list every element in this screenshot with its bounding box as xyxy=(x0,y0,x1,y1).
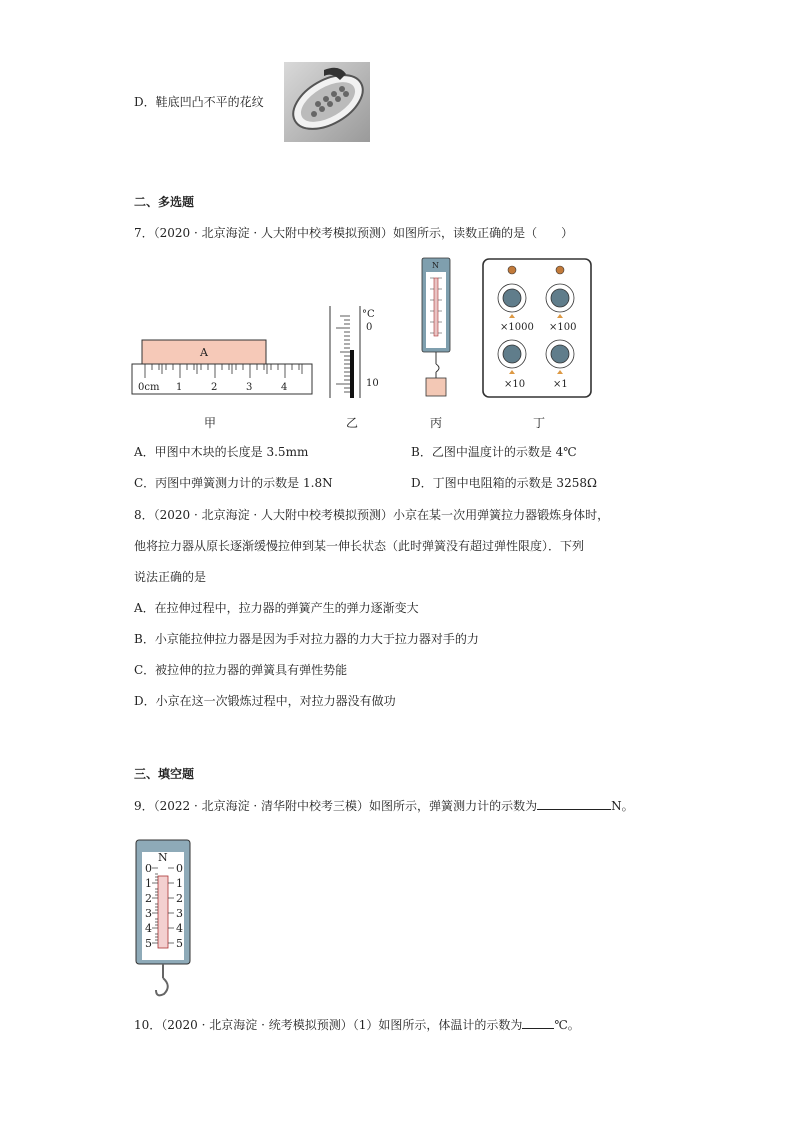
q8-option-b: B．小京能拉伸拉力器是因为手对拉力器的力大于拉力器对手的力 xyxy=(134,632,479,646)
box-mult-1000: ×1000 xyxy=(500,322,534,333)
caption-bing: 丙 xyxy=(430,416,443,430)
section-title-fill-blank: 三、填空题 xyxy=(134,767,195,781)
shoe-sole-photo xyxy=(284,62,370,142)
spring-large-right-3: 3 xyxy=(176,907,183,920)
caption-ding: 丁 xyxy=(533,416,546,430)
ruler-block-label: A xyxy=(200,346,208,359)
q10-unit: ℃。 xyxy=(554,1018,580,1032)
ruler-tick-3: 3 xyxy=(246,382,253,393)
box-mult-100: ×100 xyxy=(549,322,577,333)
spring-large-left-2: 2 xyxy=(145,892,152,905)
spring-large-left-0: 0 xyxy=(145,862,152,875)
q7-option-a: A．甲图中木块的长度是 3.5mm xyxy=(134,445,309,459)
q7-stem: 7．（2020 · 北京海淀 · 人大附中校考模拟预测）如图所示，读数正确的是（ ） xyxy=(134,226,574,240)
thermo-label-0: 0 xyxy=(366,322,373,333)
q9-answer-blank[interactable] xyxy=(537,797,611,810)
q6-option-d: D．鞋底凹凸不平的花纹 xyxy=(134,95,264,109)
ruler-tick-4: 4 xyxy=(281,382,288,393)
q7-option-d: D．丁图中电阻箱的示数是 3258Ω xyxy=(411,476,597,490)
q8-option-a: A．在拉伸过程中，拉力器的弹簧产生的弹力逐渐变大 xyxy=(134,601,419,615)
spring-large-left-4: 4 xyxy=(145,922,152,935)
q8-option-d: D．小京在这一次锻炼过程中，对拉力器没有做功 xyxy=(134,694,396,708)
q8-stem-line3: 说法正确的是 xyxy=(134,570,207,584)
section-title-multi-choice: 二、多选题 xyxy=(134,195,195,209)
q8-option-c: C．被拉伸的拉力器的弹簧具有弹性势能 xyxy=(134,663,348,677)
q9-stem-text: 9．（2022 · 北京海淀 · 清华附中校考三模）如图所示，弹簧测力计的示数为 xyxy=(134,799,538,813)
spring-large-right-0: 0 xyxy=(176,862,183,875)
q10-stem xyxy=(134,1016,580,1033)
spring-small-n: N xyxy=(432,261,439,270)
spring-large-left-3: 3 xyxy=(145,907,152,920)
ruler-tick-1: 1 xyxy=(176,382,183,393)
q9-stem xyxy=(134,797,634,814)
box-mult-10: ×10 xyxy=(504,379,526,390)
spring-large-right-2: 2 xyxy=(176,892,183,905)
q8-stem-line1: 8．（2020 · 北京海淀 · 人大附中校考模拟预测）小京在某一次用弹簧拉力器锻炼身体时， xyxy=(134,508,610,522)
spring-large-left-1: 1 xyxy=(145,877,152,890)
q7-option-b: B．乙图中温度计的示数是 4℃ xyxy=(411,445,577,459)
q10-stem-text: 10．（2020 · 北京海淀 · 统考模拟预测）（1）如图所示，体温计的示数为 xyxy=(134,1018,523,1032)
ruler-tick-2: 2 xyxy=(211,382,218,393)
box-mult-1: ×1 xyxy=(553,379,568,390)
q8-stem-line2: 他将拉力器从原长逐渐缓慢拉伸到某一伸长状态（此时弹簧没有超过弹性限度）．下列 xyxy=(134,539,585,553)
q7-option-c: C．丙图中弹簧测力计的示数是 1.8N xyxy=(134,476,333,490)
spring-large-right-5: 5 xyxy=(176,937,183,950)
spring-large-left-5: 5 xyxy=(145,937,152,950)
ruler-zero-label: 0cm xyxy=(138,382,160,393)
spring-large-n: N xyxy=(158,851,168,864)
caption-yi: 乙 xyxy=(346,416,359,430)
spring-large-right-1: 1 xyxy=(176,877,183,890)
caption-jia: 甲 xyxy=(204,416,217,430)
thermo-unit: °C xyxy=(362,309,375,320)
q10-answer-blank[interactable] xyxy=(522,1016,554,1029)
shoe-sole-drawing xyxy=(284,62,370,142)
thermo-label-10: 10 xyxy=(366,378,379,389)
spring-large-right-4: 4 xyxy=(176,922,183,935)
q9-unit: N。 xyxy=(611,799,634,813)
spring-scale-small xyxy=(418,258,454,398)
